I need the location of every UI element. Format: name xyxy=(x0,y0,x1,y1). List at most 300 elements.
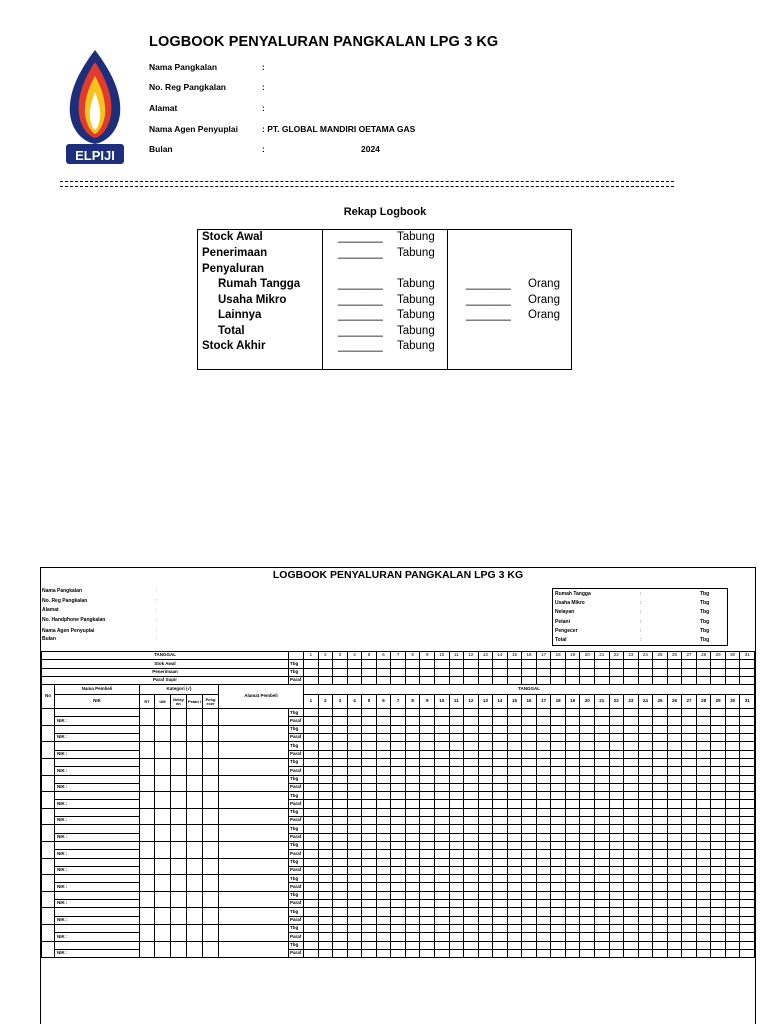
cell-tbg[interactable] xyxy=(580,825,595,833)
cell-paraf[interactable] xyxy=(711,817,726,825)
summary-cell[interactable] xyxy=(740,668,755,676)
cell-paraf[interactable] xyxy=(565,933,580,941)
cell-tbg[interactable] xyxy=(318,792,333,800)
cell-paraf[interactable] xyxy=(740,717,755,725)
cell-tbg[interactable] xyxy=(551,841,566,849)
cell-tbg[interactable] xyxy=(434,792,449,800)
cell-tbg[interactable] xyxy=(711,941,726,949)
cell-tbg[interactable] xyxy=(624,858,639,866)
cell-paraf[interactable] xyxy=(522,933,537,941)
cell-tbg[interactable] xyxy=(362,875,377,883)
cell-paraf[interactable] xyxy=(551,866,566,874)
cell-no[interactable] xyxy=(42,792,55,809)
cell-tbg[interactable] xyxy=(507,758,522,766)
cell-tbg[interactable] xyxy=(624,908,639,916)
cell-paraf[interactable] xyxy=(594,866,609,874)
cell-tbg[interactable] xyxy=(594,841,609,849)
cell-paraf[interactable] xyxy=(580,850,595,858)
cell-tbg[interactable] xyxy=(609,742,624,750)
cell-paraf[interactable] xyxy=(391,933,406,941)
summary-cell[interactable] xyxy=(493,676,508,684)
cell-kategori[interactable] xyxy=(140,825,155,842)
summary-cell[interactable] xyxy=(667,668,682,676)
cell-paraf[interactable] xyxy=(478,767,493,775)
cell-tbg[interactable] xyxy=(304,891,319,899)
cell-nik[interactable]: NIK : xyxy=(55,717,140,725)
cell-tbg[interactable] xyxy=(740,891,755,899)
cell-paraf[interactable] xyxy=(333,933,348,941)
cell-tbg[interactable] xyxy=(609,941,624,949)
cell-tbg[interactable] xyxy=(304,808,319,816)
summary-cell[interactable] xyxy=(725,668,740,676)
cell-tbg[interactable] xyxy=(667,725,682,733)
cell-tbg[interactable] xyxy=(609,908,624,916)
cell-paraf[interactable] xyxy=(362,783,377,791)
cell-paraf[interactable] xyxy=(420,734,435,742)
cell-tbg[interactable] xyxy=(449,858,464,866)
cell-tbg[interactable] xyxy=(405,792,420,800)
cell-paraf[interactable] xyxy=(333,916,348,924)
cell-paraf[interactable] xyxy=(696,717,711,725)
cell-tbg[interactable] xyxy=(725,758,740,766)
cell-nama-pembeli[interactable] xyxy=(55,725,140,733)
cell-tbg[interactable] xyxy=(434,709,449,717)
cell-tbg[interactable] xyxy=(333,825,348,833)
cell-paraf[interactable] xyxy=(391,783,406,791)
summary-cell[interactable] xyxy=(740,676,755,684)
cell-tbg[interactable] xyxy=(304,758,319,766)
cell-paraf[interactable] xyxy=(493,949,508,957)
cell-tbg[interactable] xyxy=(653,758,668,766)
cell-paraf[interactable] xyxy=(682,900,697,908)
cell-tbg[interactable] xyxy=(580,924,595,932)
cell-tbg[interactable] xyxy=(347,891,362,899)
summary-cell[interactable] xyxy=(464,676,479,684)
cell-tbg[interactable] xyxy=(464,758,479,766)
cell-tbg[interactable] xyxy=(536,858,551,866)
cell-nik[interactable]: NIK : xyxy=(55,916,140,924)
cell-tbg[interactable] xyxy=(362,725,377,733)
cell-paraf[interactable] xyxy=(347,866,362,874)
cell-tbg[interactable] xyxy=(318,709,333,717)
cell-tbg[interactable] xyxy=(594,825,609,833)
cell-paraf[interactable] xyxy=(638,734,653,742)
cell-tbg[interactable] xyxy=(478,742,493,750)
cell-paraf[interactable] xyxy=(580,883,595,891)
cell-tbg[interactable] xyxy=(420,924,435,932)
cell-tbg[interactable] xyxy=(624,792,639,800)
cell-paraf[interactable] xyxy=(522,783,537,791)
cell-tbg[interactable] xyxy=(304,825,319,833)
cell-tbg[interactable] xyxy=(347,775,362,783)
summary-cell[interactable] xyxy=(638,660,653,668)
cell-alamat[interactable] xyxy=(219,758,289,775)
cell-paraf[interactable] xyxy=(536,800,551,808)
cell-paraf[interactable] xyxy=(725,900,740,908)
cell-paraf[interactable] xyxy=(682,750,697,758)
cell-no[interactable] xyxy=(42,775,55,792)
cell-paraf[interactable] xyxy=(725,850,740,858)
cell-tbg[interactable] xyxy=(391,924,406,932)
summary-cell[interactable] xyxy=(638,668,653,676)
cell-paraf[interactable] xyxy=(304,750,319,758)
cell-paraf[interactable] xyxy=(405,783,420,791)
summary-cell[interactable] xyxy=(333,676,348,684)
cell-tbg[interactable] xyxy=(420,725,435,733)
cell-paraf[interactable] xyxy=(376,817,391,825)
cell-paraf[interactable] xyxy=(376,767,391,775)
cell-paraf[interactable] xyxy=(304,783,319,791)
cell-paraf[interactable] xyxy=(711,783,726,791)
cell-tbg[interactable] xyxy=(376,825,391,833)
cell-tbg[interactable] xyxy=(522,941,537,949)
cell-tbg[interactable] xyxy=(565,825,580,833)
cell-kategori[interactable] xyxy=(171,808,187,825)
cell-tbg[interactable] xyxy=(711,891,726,899)
cell-tbg[interactable] xyxy=(493,825,508,833)
cell-nama-pembeli[interactable] xyxy=(55,941,140,949)
cell-tbg[interactable] xyxy=(333,775,348,783)
cell-nama-pembeli[interactable] xyxy=(55,709,140,717)
cell-tbg[interactable] xyxy=(624,775,639,783)
cell-paraf[interactable] xyxy=(362,750,377,758)
cell-paraf[interactable] xyxy=(449,900,464,908)
cell-nama-pembeli[interactable] xyxy=(55,858,140,866)
rekap-blank[interactable]: _______ xyxy=(338,294,383,306)
cell-tbg[interactable] xyxy=(449,709,464,717)
cell-kategori[interactable] xyxy=(203,742,219,759)
cell-tbg[interactable] xyxy=(376,924,391,932)
cell-kategori[interactable] xyxy=(187,941,203,958)
cell-paraf[interactable] xyxy=(464,866,479,874)
summary-cell[interactable] xyxy=(551,660,566,668)
cell-tbg[interactable] xyxy=(420,841,435,849)
cell-tbg[interactable] xyxy=(391,841,406,849)
cell-paraf[interactable] xyxy=(653,850,668,858)
cell-tbg[interactable] xyxy=(682,742,697,750)
cell-paraf[interactable] xyxy=(624,833,639,841)
cell-tbg[interactable] xyxy=(434,808,449,816)
cell-paraf[interactable] xyxy=(304,900,319,908)
cell-paraf[interactable] xyxy=(449,866,464,874)
cell-tbg[interactable] xyxy=(565,808,580,816)
cell-tbg[interactable] xyxy=(522,924,537,932)
summary-cell[interactable] xyxy=(609,660,624,668)
cell-paraf[interactable] xyxy=(347,933,362,941)
cell-tbg[interactable] xyxy=(682,825,697,833)
cell-tbg[interactable] xyxy=(522,858,537,866)
cell-tbg[interactable] xyxy=(594,725,609,733)
cell-tbg[interactable] xyxy=(304,858,319,866)
cell-paraf[interactable] xyxy=(624,866,639,874)
cell-paraf[interactable] xyxy=(347,717,362,725)
cell-paraf[interactable] xyxy=(696,850,711,858)
cell-paraf[interactable] xyxy=(551,767,566,775)
cell-tbg[interactable] xyxy=(682,941,697,949)
cell-paraf[interactable] xyxy=(405,767,420,775)
cell-paraf[interactable] xyxy=(667,783,682,791)
cell-alamat[interactable] xyxy=(219,808,289,825)
summary-cell[interactable] xyxy=(318,660,333,668)
cell-paraf[interactable] xyxy=(725,717,740,725)
cell-paraf[interactable] xyxy=(682,717,697,725)
cell-paraf[interactable] xyxy=(667,750,682,758)
cell-paraf[interactable] xyxy=(507,800,522,808)
cell-paraf[interactable] xyxy=(405,900,420,908)
cell-tbg[interactable] xyxy=(318,875,333,883)
cell-paraf[interactable] xyxy=(405,833,420,841)
cell-paraf[interactable] xyxy=(376,750,391,758)
cell-paraf[interactable] xyxy=(493,833,508,841)
cell-tbg[interactable] xyxy=(653,875,668,883)
cell-tbg[interactable] xyxy=(696,725,711,733)
cell-paraf[interactable] xyxy=(318,833,333,841)
cell-nik[interactable]: NIK : xyxy=(55,900,140,908)
cell-tbg[interactable] xyxy=(449,742,464,750)
cell-tbg[interactable] xyxy=(711,709,726,717)
cell-no[interactable] xyxy=(42,941,55,958)
cell-paraf[interactable] xyxy=(507,717,522,725)
cell-paraf[interactable] xyxy=(638,767,653,775)
cell-tbg[interactable] xyxy=(682,808,697,816)
cell-paraf[interactable] xyxy=(725,933,740,941)
cell-kategori[interactable] xyxy=(203,758,219,775)
cell-tbg[interactable] xyxy=(362,742,377,750)
cell-paraf[interactable] xyxy=(304,949,319,957)
cell-no[interactable] xyxy=(42,908,55,925)
cell-kategori[interactable] xyxy=(140,808,155,825)
cell-paraf[interactable] xyxy=(478,916,493,924)
cell-paraf[interactable] xyxy=(551,833,566,841)
cell-paraf[interactable] xyxy=(420,817,435,825)
cell-paraf[interactable] xyxy=(391,850,406,858)
cell-paraf[interactable] xyxy=(536,850,551,858)
cell-paraf[interactable] xyxy=(449,750,464,758)
cell-paraf[interactable] xyxy=(624,817,639,825)
cell-tbg[interactable] xyxy=(667,858,682,866)
cell-tbg[interactable] xyxy=(740,908,755,916)
cell-tbg[interactable] xyxy=(449,841,464,849)
cell-tbg[interactable] xyxy=(667,908,682,916)
cell-tbg[interactable] xyxy=(478,858,493,866)
cell-tbg[interactable] xyxy=(449,775,464,783)
cell-tbg[interactable] xyxy=(696,941,711,949)
summary-cell[interactable] xyxy=(653,660,668,668)
cell-paraf[interactable] xyxy=(580,900,595,908)
cell-tbg[interactable] xyxy=(638,924,653,932)
cell-paraf[interactable] xyxy=(405,750,420,758)
cell-paraf[interactable] xyxy=(304,916,319,924)
cell-tbg[interactable] xyxy=(507,924,522,932)
cell-paraf[interactable] xyxy=(376,717,391,725)
cell-tbg[interactable] xyxy=(740,841,755,849)
cell-kategori[interactable] xyxy=(155,725,171,742)
summary-cell[interactable] xyxy=(420,660,435,668)
cell-tbg[interactable] xyxy=(667,941,682,949)
cell-paraf[interactable] xyxy=(376,866,391,874)
cell-paraf[interactable] xyxy=(565,949,580,957)
summary-cell[interactable] xyxy=(667,676,682,684)
cell-tbg[interactable] xyxy=(464,725,479,733)
cell-kategori[interactable] xyxy=(171,758,187,775)
cell-paraf[interactable] xyxy=(405,817,420,825)
cell-nik[interactable]: NIK : xyxy=(55,750,140,758)
cell-tbg[interactable] xyxy=(434,825,449,833)
cell-tbg[interactable] xyxy=(434,742,449,750)
cell-paraf[interactable] xyxy=(507,933,522,941)
cell-paraf[interactable] xyxy=(536,767,551,775)
cell-paraf[interactable] xyxy=(434,767,449,775)
cell-paraf[interactable] xyxy=(304,817,319,825)
cell-paraf[interactable] xyxy=(725,767,740,775)
cell-tbg[interactable] xyxy=(304,709,319,717)
cell-paraf[interactable] xyxy=(624,750,639,758)
cell-tbg[interactable] xyxy=(493,908,508,916)
cell-paraf[interactable] xyxy=(434,800,449,808)
cell-paraf[interactable] xyxy=(318,800,333,808)
cell-tbg[interactable] xyxy=(711,808,726,816)
cell-tbg[interactable] xyxy=(609,924,624,932)
cell-paraf[interactable] xyxy=(493,817,508,825)
cell-tbg[interactable] xyxy=(347,941,362,949)
cell-tbg[interactable] xyxy=(464,924,479,932)
summary-cell[interactable] xyxy=(711,660,726,668)
cell-paraf[interactable] xyxy=(493,866,508,874)
cell-kategori[interactable] xyxy=(203,775,219,792)
cell-paraf[interactable] xyxy=(682,949,697,957)
cell-tbg[interactable] xyxy=(507,825,522,833)
cell-tbg[interactable] xyxy=(391,875,406,883)
cell-nama-pembeli[interactable] xyxy=(55,808,140,816)
cell-tbg[interactable] xyxy=(449,758,464,766)
cell-paraf[interactable] xyxy=(507,750,522,758)
cell-tbg[interactable] xyxy=(391,891,406,899)
cell-tbg[interactable] xyxy=(347,841,362,849)
cell-paraf[interactable] xyxy=(347,900,362,908)
cell-tbg[interactable] xyxy=(522,792,537,800)
cell-tbg[interactable] xyxy=(507,908,522,916)
cell-nik[interactable]: NIK : xyxy=(55,883,140,891)
cell-kategori[interactable] xyxy=(187,825,203,842)
cell-paraf[interactable] xyxy=(580,800,595,808)
summary-cell[interactable] xyxy=(449,676,464,684)
cell-tbg[interactable] xyxy=(493,808,508,816)
cell-tbg[interactable] xyxy=(594,742,609,750)
cell-paraf[interactable] xyxy=(434,817,449,825)
cell-tbg[interactable] xyxy=(565,858,580,866)
cell-kategori[interactable] xyxy=(203,841,219,858)
cell-paraf[interactable] xyxy=(318,900,333,908)
cell-tbg[interactable] xyxy=(420,792,435,800)
cell-kategori[interactable] xyxy=(140,725,155,742)
cell-kategori[interactable] xyxy=(155,775,171,792)
cell-kategori[interactable] xyxy=(171,941,187,958)
cell-tbg[interactable] xyxy=(682,775,697,783)
cell-tbg[interactable] xyxy=(434,891,449,899)
cell-paraf[interactable] xyxy=(653,883,668,891)
cell-tbg[interactable] xyxy=(638,792,653,800)
cell-paraf[interactable] xyxy=(405,949,420,957)
cell-tbg[interactable] xyxy=(594,858,609,866)
cell-tbg[interactable] xyxy=(333,875,348,883)
cell-paraf[interactable] xyxy=(580,949,595,957)
cell-nik[interactable]: NIK : xyxy=(55,817,140,825)
cell-tbg[interactable] xyxy=(376,725,391,733)
cell-paraf[interactable] xyxy=(376,850,391,858)
cell-paraf[interactable] xyxy=(740,767,755,775)
cell-tbg[interactable] xyxy=(434,841,449,849)
rekap-blank[interactable]: _______ xyxy=(338,309,383,321)
cell-paraf[interactable] xyxy=(347,883,362,891)
cell-tbg[interactable] xyxy=(464,908,479,916)
cell-paraf[interactable] xyxy=(696,734,711,742)
cell-paraf[interactable] xyxy=(376,783,391,791)
cell-kategori[interactable] xyxy=(203,891,219,908)
cell-tbg[interactable] xyxy=(304,742,319,750)
cell-tbg[interactable] xyxy=(376,891,391,899)
cell-tbg[interactable] xyxy=(347,825,362,833)
cell-tbg[interactable] xyxy=(405,924,420,932)
cell-paraf[interactable] xyxy=(478,750,493,758)
cell-tbg[interactable] xyxy=(551,758,566,766)
cell-tbg[interactable] xyxy=(493,792,508,800)
rekap-blank-orang[interactable]: _______ xyxy=(466,294,511,306)
cell-tbg[interactable] xyxy=(376,875,391,883)
cell-paraf[interactable] xyxy=(464,783,479,791)
cell-paraf[interactable] xyxy=(551,916,566,924)
cell-paraf[interactable] xyxy=(551,933,566,941)
cell-paraf[interactable] xyxy=(434,783,449,791)
cell-tbg[interactable] xyxy=(405,841,420,849)
cell-tbg[interactable] xyxy=(449,792,464,800)
summary-cell[interactable] xyxy=(333,668,348,676)
cell-paraf[interactable] xyxy=(536,933,551,941)
summary-cell[interactable] xyxy=(682,660,697,668)
cell-nama-pembeli[interactable] xyxy=(55,742,140,750)
cell-paraf[interactable] xyxy=(624,717,639,725)
cell-tbg[interactable] xyxy=(711,792,726,800)
cell-paraf[interactable] xyxy=(304,933,319,941)
cell-tbg[interactable] xyxy=(464,775,479,783)
cell-kategori[interactable] xyxy=(171,891,187,908)
cell-kategori[interactable] xyxy=(187,725,203,742)
cell-kategori[interactable] xyxy=(171,775,187,792)
cell-paraf[interactable] xyxy=(318,850,333,858)
cell-kategori[interactable] xyxy=(187,858,203,875)
cell-paraf[interactable] xyxy=(667,900,682,908)
cell-paraf[interactable] xyxy=(609,783,624,791)
cell-no[interactable] xyxy=(42,841,55,858)
cell-tbg[interactable] xyxy=(711,825,726,833)
cell-tbg[interactable] xyxy=(624,742,639,750)
summary-cell[interactable] xyxy=(536,668,551,676)
cell-tbg[interactable] xyxy=(318,808,333,816)
cell-tbg[interactable] xyxy=(624,725,639,733)
cell-tbg[interactable] xyxy=(551,908,566,916)
cell-paraf[interactable] xyxy=(507,783,522,791)
cell-tbg[interactable] xyxy=(580,841,595,849)
summary-cell[interactable] xyxy=(347,668,362,676)
cell-tbg[interactable] xyxy=(478,841,493,849)
cell-paraf[interactable] xyxy=(580,734,595,742)
cell-tbg[interactable] xyxy=(536,808,551,816)
summary-cell[interactable] xyxy=(609,668,624,676)
cell-paraf[interactable] xyxy=(565,783,580,791)
cell-tbg[interactable] xyxy=(493,758,508,766)
cell-alamat[interactable] xyxy=(219,775,289,792)
cell-paraf[interactable] xyxy=(478,817,493,825)
cell-tbg[interactable] xyxy=(333,808,348,816)
